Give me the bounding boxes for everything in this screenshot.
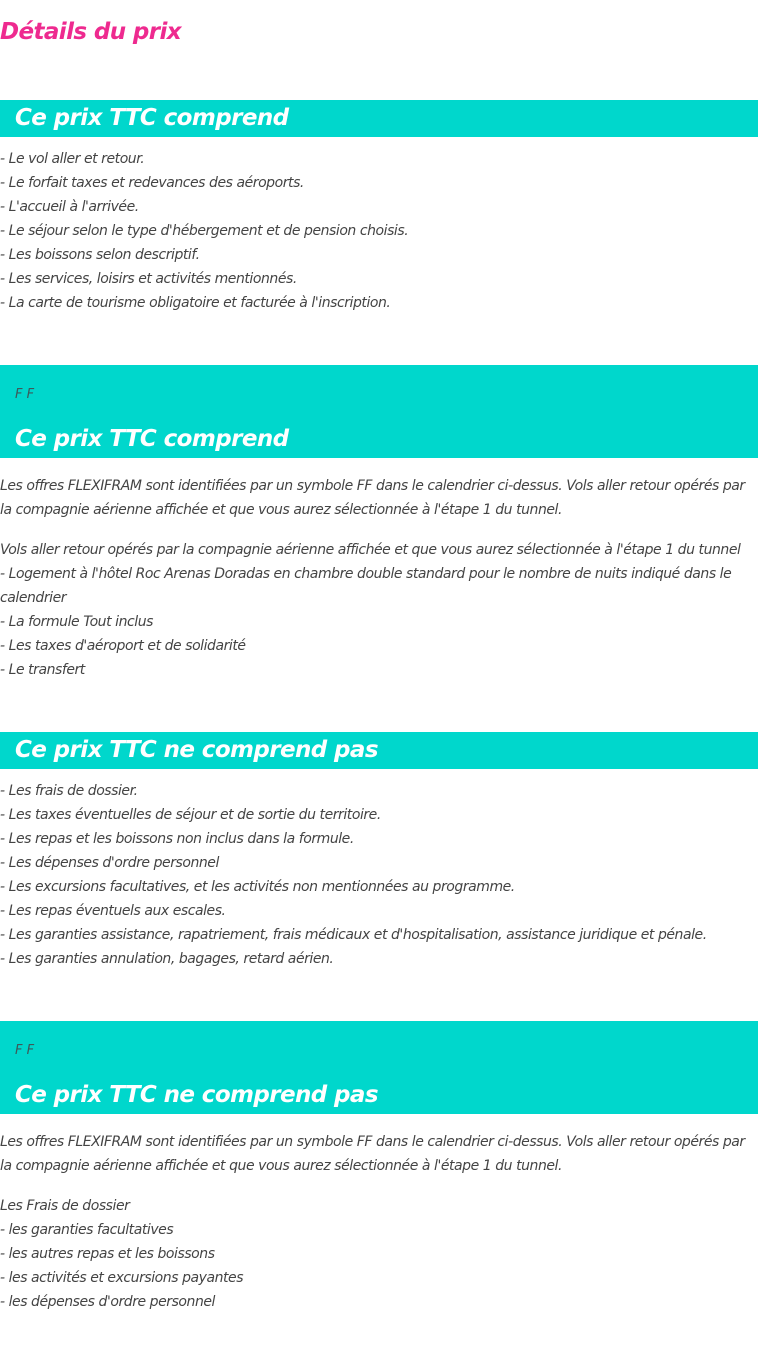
- list-item: - Les garanties assistance, rapatriement, frais médicaux et d'hospitalisation, assistance juridique et pénale.: [0, 927, 707, 943]
- list-item: - Le forfait taxes et redevances des aéroports.: [0, 175, 304, 191]
- list-item: - L'accueil à l'arrivée.: [0, 199, 139, 215]
- list-item: - Les repas et les boissons non inclus dans la formule.: [0, 831, 354, 847]
- section-heading: Ce prix TTC comprend: [15, 426, 289, 452]
- flexifram-intro: [0, 474, 745, 522]
- flexifram-intro: [0, 1130, 745, 1178]
- list-item: - les autres repas et les boissons: [0, 1246, 215, 1262]
- list-item: - Logement à l'hôtel Roc Arenas Doradas en chambre double standard pour le nombre de nuits indiqué dans le calendrier: [0, 566, 732, 606]
- intro-paragraph: Les offres FLEXIFRAM sont identifiées par un symbole FF dans le calendrier ci-dessus. Vols aller retour opérés par la compagnie aérienne affichée et que vous aurez sélectionnée à l'étape 1 du tunnel.: [0, 478, 745, 518]
- list-item: - les activités et excursions payantes: [0, 1270, 244, 1286]
- list-item: - La formule Tout inclus: [0, 614, 153, 630]
- not-included-list: [0, 779, 758, 971]
- flexifram-tag: F F: [15, 387, 35, 402]
- flexifram-not-included-list: [0, 1194, 758, 1314]
- section-header-not-included: [0, 732, 758, 769]
- list-item: - Les garanties annulation, bagages, retard aérien.: [0, 951, 334, 967]
- list-item: Vols aller retour opérés par la compagnie aérienne affichée et que vous aurez sélectionnée à l'étape 1 du tunnel: [0, 542, 741, 558]
- page-title: Détails du prix: [0, 19, 182, 45]
- list-item: - Les repas éventuels aux escales.: [0, 903, 226, 919]
- list-item: - Les services, loisirs et activités mentionnés.: [0, 271, 297, 287]
- intro-paragraph: Les offres FLEXIFRAM sont identifiées par un symbole FF dans le calendrier ci-dessus. Vols aller retour opérés par la compagnie aérienne affichée et que vous aurez sélectionnée à l'étape 1 du tunnel.: [0, 1134, 745, 1174]
- list-item: - Le séjour selon le type d'hébergement et de pension choisis.: [0, 223, 409, 239]
- section-heading: Ce prix TTC ne comprend pas: [15, 1082, 378, 1108]
- list-item: - Les taxes éventuelles de séjour et de sortie du territoire.: [0, 807, 381, 823]
- section-heading: Ce prix TTC comprend: [15, 105, 289, 131]
- list-item: - Le vol aller et retour.: [0, 151, 145, 167]
- list-item: - Les frais de dossier.: [0, 783, 138, 799]
- list-item: - les garanties facultatives: [0, 1222, 174, 1238]
- flexifram-included-list: [0, 538, 745, 682]
- list-item: - Les taxes d'aéroport et de solidarité: [0, 638, 246, 654]
- list-item: Les Frais de dossier: [0, 1198, 130, 1214]
- list-item: - Les boissons selon descriptif.: [0, 247, 200, 263]
- list-item: - Les dépenses d'ordre personnel: [0, 855, 219, 871]
- section-header-included: [0, 100, 758, 137]
- list-item: - les dépenses d'ordre personnel: [0, 1294, 216, 1310]
- flexifram-tag: F F: [15, 1043, 35, 1058]
- section-header-included-flexifram: [0, 365, 758, 458]
- list-item: - Les excursions facultatives, et les activités non mentionnées au programme.: [0, 879, 515, 895]
- included-list: [0, 147, 758, 315]
- section-heading: Ce prix TTC ne comprend pas: [15, 737, 378, 763]
- list-item: - La carte de tourisme obligatoire et facturée à l'inscription.: [0, 295, 391, 311]
- section-header-not-included-flexifram: [0, 1021, 758, 1114]
- list-item: - Le transfert: [0, 662, 85, 678]
